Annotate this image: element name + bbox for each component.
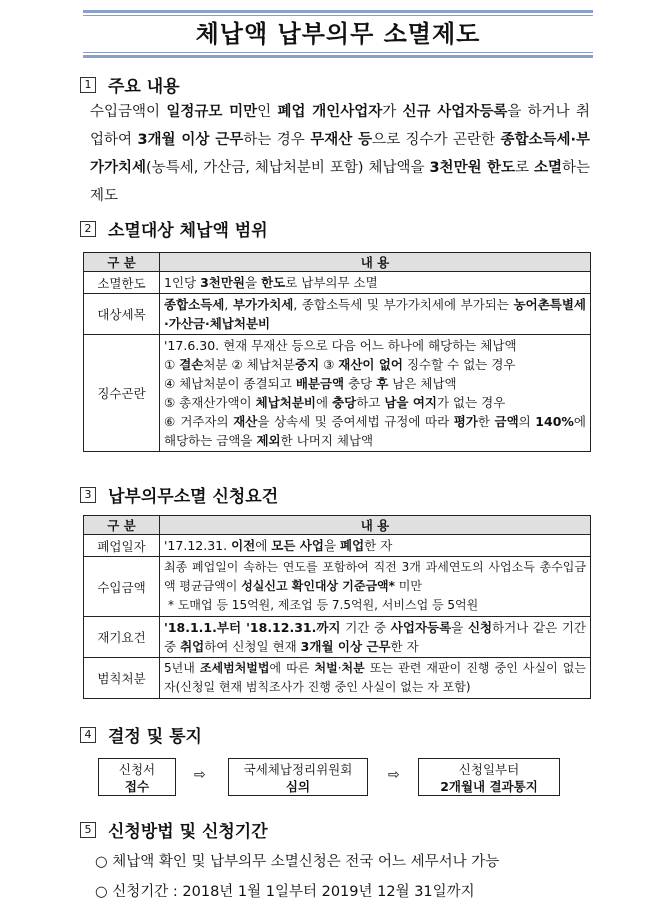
line (164, 393, 586, 412)
step-receipt-box (98, 758, 176, 796)
text: 의 (518, 414, 536, 429)
text: 에 따른 (269, 661, 315, 675)
emph: 평가 (453, 414, 478, 429)
footnote: * 도매업 등 15억원, 제조업 등 7.5억원, 서비스업 등 5억원 (168, 598, 479, 612)
text: 충당 (344, 376, 377, 391)
text: 가 (382, 104, 403, 120)
emph: 3천만원 한도 (429, 160, 515, 176)
row-value (160, 557, 591, 617)
emph: 남을 여지 (384, 395, 437, 410)
table-row (84, 535, 591, 557)
step-label: 신청일부터 (458, 762, 520, 777)
emph: 중지 (294, 357, 320, 372)
emph: 일정규모 미만 (166, 104, 258, 120)
section-2-title: 소멸대상 체납액 범위 (108, 221, 268, 241)
text: 하는 제도 (90, 160, 590, 204)
req-header-key: 구 분 (84, 516, 160, 535)
emph: 제외 (256, 433, 281, 448)
section-3-heading (80, 482, 278, 507)
step-emph: 심의 (285, 779, 311, 794)
text: , (224, 297, 233, 312)
section-1-title: 주요 내용 (108, 77, 180, 97)
table-row (84, 335, 591, 452)
emph: 폐업 개인사업자 (277, 104, 383, 120)
section-2-heading (80, 216, 268, 241)
text: 을 (451, 620, 468, 635)
section-5-number: 5 (80, 822, 96, 838)
section-1-heading (80, 72, 180, 97)
text: 한 나머지 체납액 (280, 433, 374, 448)
row-value (160, 658, 591, 699)
row-key: 징수곤란 (84, 335, 160, 452)
text: 수입금액이 (90, 104, 167, 120)
step-emph: 2개월내 결과통지 (440, 779, 538, 794)
text: 으로 징수가 곤란한 (372, 132, 501, 148)
section-3-number: 3 (80, 487, 96, 503)
table-row (84, 658, 591, 699)
text: 을 (323, 538, 340, 553)
emph: 3개월 이상 근무 (300, 639, 391, 654)
emph: 부가가치세 (232, 297, 294, 312)
section-3-title: 납부의무소멸 신청요건 (108, 487, 279, 507)
emph: 처분 (341, 661, 365, 675)
emph: '18.1.1. (164, 620, 217, 635)
emph: 한도 (261, 275, 286, 290)
text: ① (164, 357, 180, 372)
section-1-number: 1 (80, 77, 96, 93)
row-value (160, 294, 591, 335)
bullet-item: ○ 신청기간 : 2018년 1월 1일부터 2019년 12월 31일까지 (95, 884, 475, 900)
emph: 충당 (332, 395, 357, 410)
emph: 폐업 (340, 538, 365, 553)
emph: 140% (535, 414, 574, 429)
process-flow (98, 758, 578, 798)
step-emph: 접수 (124, 779, 150, 794)
requirements-table (83, 515, 591, 699)
text: 하는 경우 (243, 132, 311, 148)
text: 미만 (394, 579, 422, 593)
text: , 종합소득세 및 부가가치세에 부가되는 (293, 297, 514, 312)
text: 기간 중 (340, 620, 391, 635)
text: 하여 신청일 현재 (204, 639, 301, 654)
row-value (160, 535, 591, 557)
text: '17.12.31. (164, 538, 232, 553)
emph: 이전 (231, 538, 256, 553)
section-5-title: 신청방법 및 신청기간 (108, 822, 268, 842)
emph: 부터 (216, 620, 242, 635)
text: 을 (245, 275, 262, 290)
page-title: 체납액 납부의무 소멸제도 (195, 20, 481, 48)
text: 징수할 수 없는 경우 (403, 357, 516, 372)
step-committee-box (228, 758, 368, 796)
line (164, 412, 586, 450)
title-bottom-rule-thin (83, 52, 593, 53)
emph: 배분금액 (295, 376, 345, 391)
row-key: 폐업일자 (84, 535, 160, 557)
scope-header-value: 내 용 (160, 253, 591, 272)
section-4-title: 결정 및 통지 (108, 727, 202, 747)
arrow-right-icon: ⇨ (194, 767, 206, 783)
text: 하고 (356, 395, 385, 410)
title-top-rule (83, 10, 593, 13)
emph: 신청 (467, 620, 493, 635)
emph: 재산 (233, 414, 258, 429)
table-row (84, 617, 591, 658)
text: 처분 ② 체납처분 (203, 357, 295, 372)
step-notice-box (418, 758, 560, 796)
text: 에 (255, 538, 272, 553)
emph: 종합소득세·부가가치세 (90, 132, 591, 176)
req-header-value: 내 용 (160, 516, 591, 535)
scope-table (83, 252, 591, 452)
row-value (160, 335, 591, 452)
text: 한 (477, 414, 495, 429)
emph: 농어촌특별세·가산금·체납처분비 (164, 297, 586, 331)
line (164, 355, 586, 374)
scope-header-key: 구 분 (84, 253, 160, 272)
row-key: 범칙처분 (84, 658, 160, 699)
text: · (337, 661, 342, 675)
emph: 성실신고 확인대상 기준금액* (241, 579, 395, 593)
text: (농특세, 가산금, 체납처분비 포함) 체납액을 (146, 160, 430, 176)
row-value (160, 617, 591, 658)
table-row (84, 294, 591, 335)
section-4-heading (80, 722, 202, 747)
text: ④ 체납처분이 종결되고 (164, 376, 296, 391)
row-key: 소멸한도 (84, 272, 160, 294)
text: 에 (316, 395, 333, 410)
text: 5년내 (164, 661, 200, 675)
arrow-right-icon: ⇨ (388, 767, 400, 783)
text: 에 해당하는 금액을 (164, 414, 586, 448)
emph: 금액 (494, 414, 519, 429)
step-label: 국세체납정리위원회 (243, 762, 353, 777)
emph: 후 (376, 376, 389, 391)
text: 인 (257, 104, 278, 120)
text: 1인당 (164, 275, 201, 290)
bullet-item: ○ 체납액 확인 및 납부의무 소멸신청은 전국 어느 세무서나 가능 (95, 854, 500, 870)
text: 가 없는 경우 (437, 395, 506, 410)
emph: 신규 사업자등록 (402, 104, 508, 120)
text: 한 자 (364, 538, 393, 553)
text: 하거나 같은 기간 중 (164, 620, 586, 654)
text: 로 납부의무 소멸 (285, 275, 378, 290)
section-5-heading (80, 817, 268, 842)
text: 최종 폐업일이 속하는 연도를 포함하여 직전 3개 과세연도의 사업소득 총수입금액 평균금액이 (164, 560, 586, 593)
emph: 모든 사업 (271, 538, 324, 553)
emph: 취업 (180, 639, 205, 654)
row-key: 수입금액 (84, 557, 160, 617)
emph: 소멸 (533, 160, 562, 176)
emph: 처벌 (314, 661, 338, 675)
row-value (160, 272, 591, 294)
text: ⑤ 총재산가액이 (164, 395, 256, 410)
section-4-number: 4 (80, 727, 96, 743)
table-row (84, 272, 591, 294)
emph: 종합소득세 (164, 297, 225, 312)
emph: 사업자등록 (390, 620, 452, 635)
emph: 재산이 없어 (338, 357, 403, 372)
line (164, 374, 586, 393)
line: '17.6.30. 현재 무재산 등으로 다음 어느 하나에 해당하는 체납액 (164, 338, 517, 353)
emph: 체납처분비 (255, 395, 316, 410)
emph: 까지 (316, 620, 341, 635)
section-1-paragraph (90, 98, 590, 210)
text: 남은 체납액 (388, 376, 457, 391)
text: ③ (319, 357, 339, 372)
text: 로 (515, 160, 534, 176)
title-bottom-rule (83, 55, 593, 58)
text: 을 하거나 취업하여 (90, 104, 590, 148)
emph: 무재산 등 (310, 132, 373, 148)
row-key: 재기요건 (84, 617, 160, 658)
emph: 조세범처벌법 (199, 661, 270, 675)
emph: 3천만원 (200, 275, 246, 290)
row-key: 대상세목 (84, 294, 160, 335)
text: 한 자 (390, 639, 419, 654)
section-2-number: 2 (80, 221, 96, 237)
emph: 3개월 이상 근무 (137, 132, 244, 148)
text: ⑥ 거주자의 (164, 414, 234, 429)
step-label: 신청서 (118, 762, 156, 777)
title-block (83, 10, 593, 58)
text: 또는 관련 재판이 진행 중인 사실이 없는 자(신청일 현재 범칙조사가 진행 중인 사실이 없는 자 포함) (164, 661, 586, 694)
text: 을 상속세 및 증여세법 규정에 따라 (257, 414, 454, 429)
emph: 결손 (179, 357, 204, 372)
table-row (84, 557, 591, 617)
emph: '18.12.31. (241, 620, 317, 635)
